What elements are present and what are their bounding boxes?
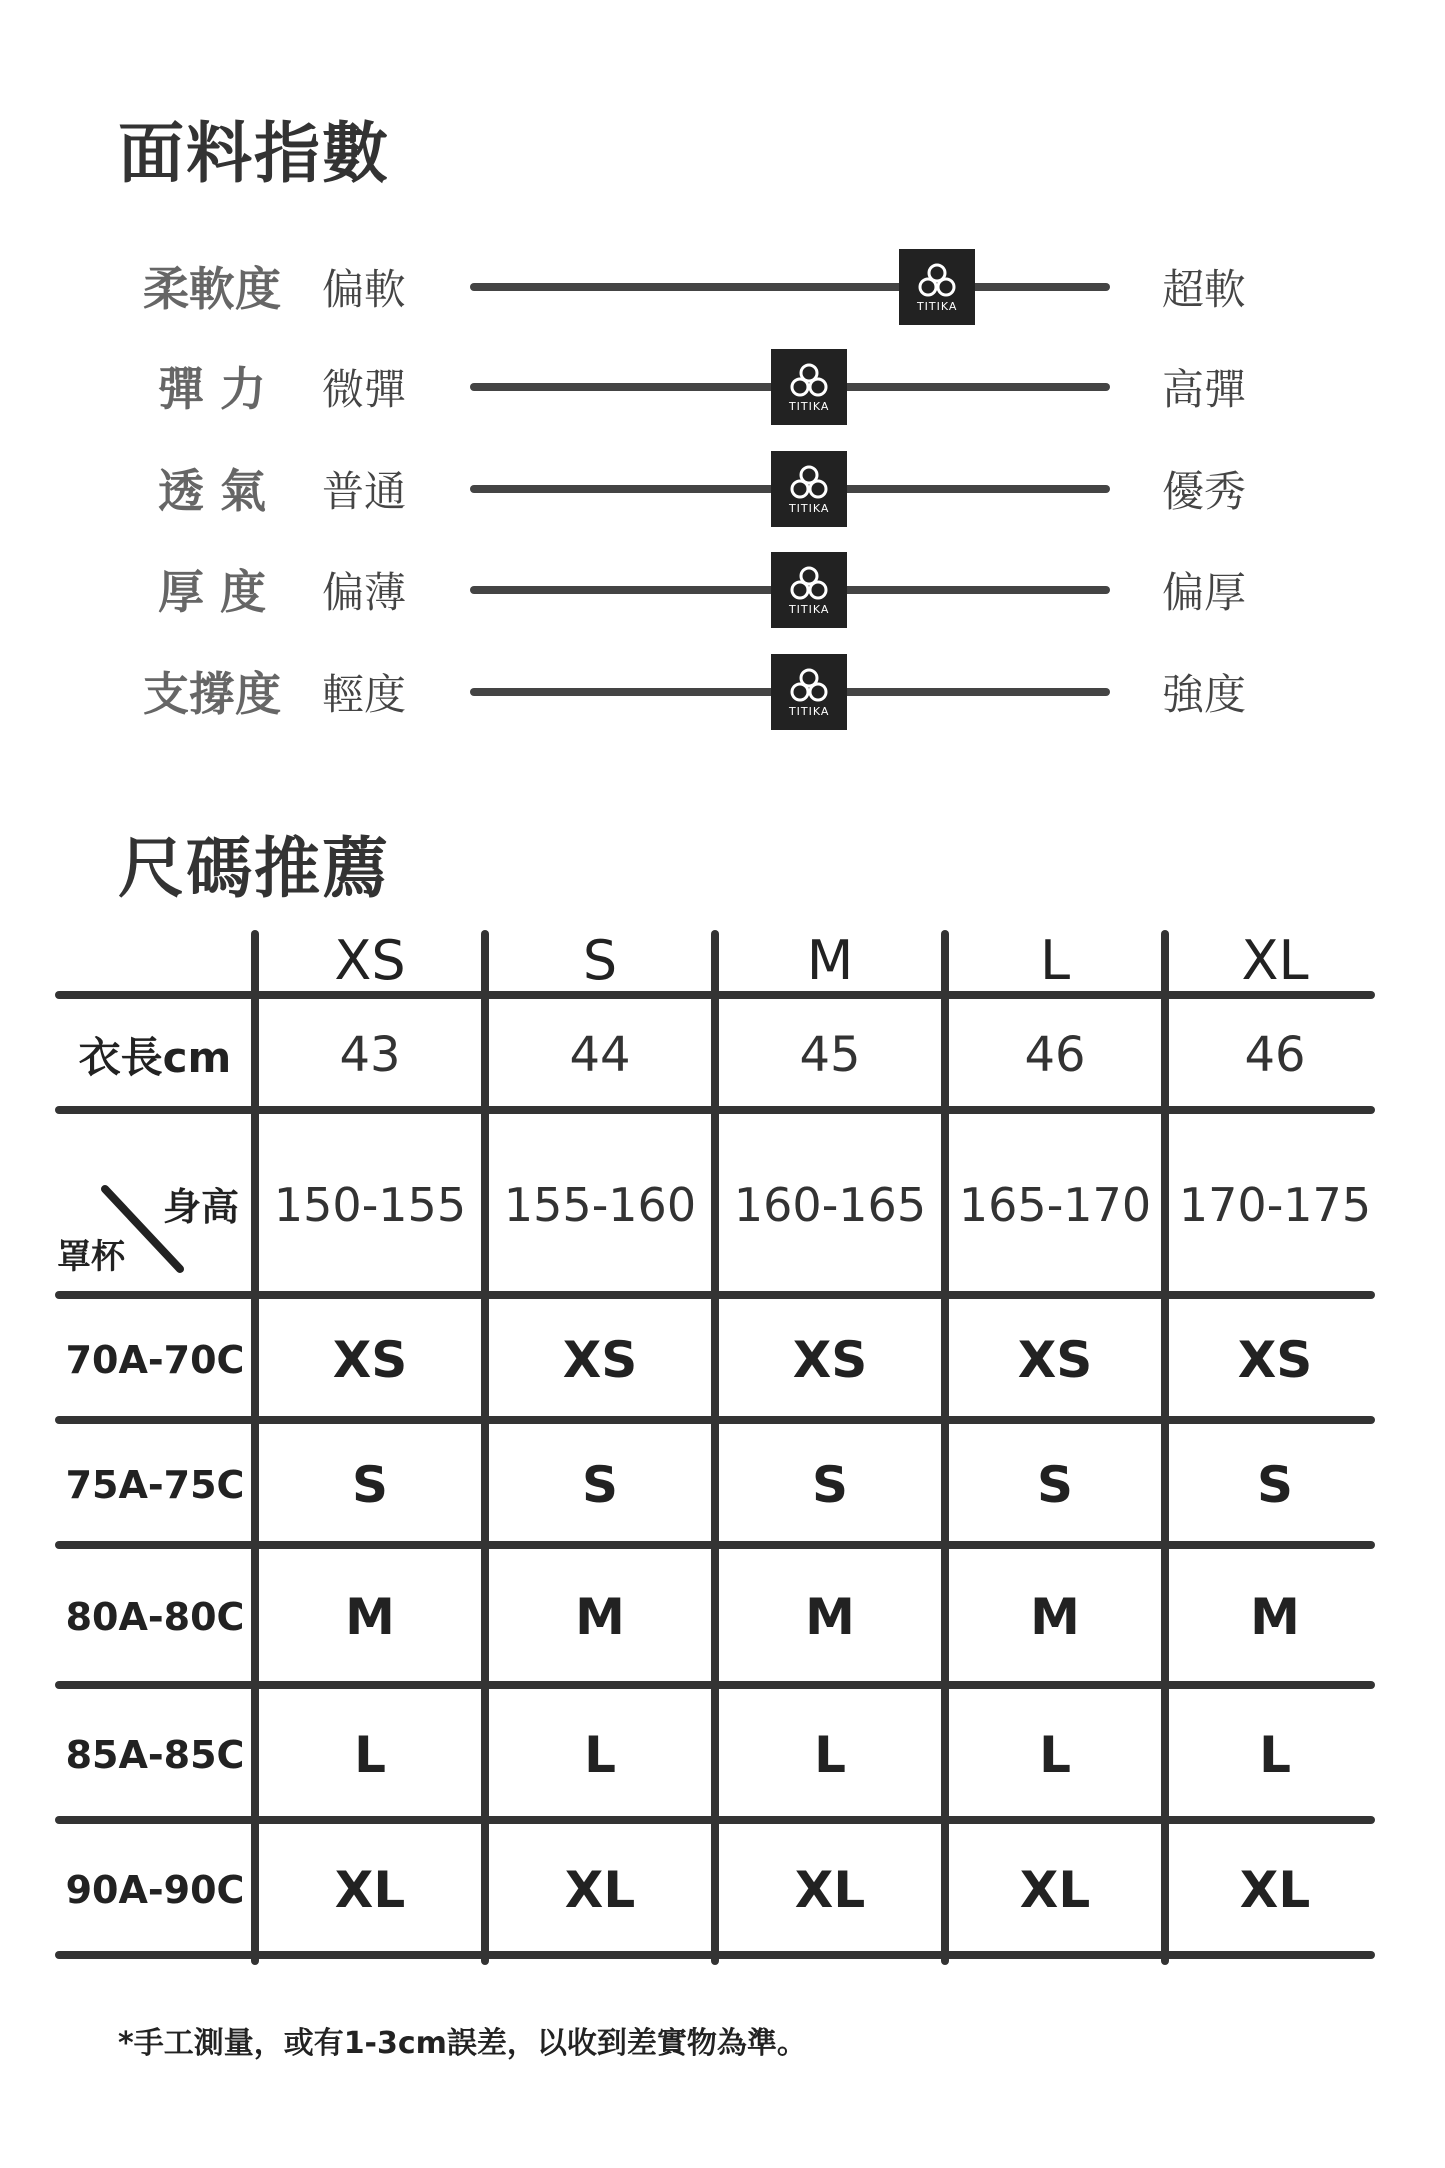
height-label: 身高: [163, 1185, 240, 1229]
row-label-cup: 90A-90C: [65, 1867, 245, 1912]
trefoil-logo-icon: [789, 565, 829, 601]
recommended-size: XL: [334, 1860, 406, 1919]
recommended-size: XS: [1017, 1330, 1093, 1389]
recommended-size: S: [811, 1455, 848, 1514]
column-header-size: XL: [1241, 928, 1309, 992]
row-label-cup: 75A-75C: [65, 1462, 245, 1507]
height-cup-corner: [55, 1114, 255, 1295]
fabric-row-min: 普通: [322, 467, 407, 516]
row-label-cup: 85A-85C: [65, 1732, 245, 1777]
recommended-size: M: [1030, 1588, 1080, 1646]
fabric-row-max: 高彈: [1162, 365, 1247, 414]
fabric-row-max: 優秀: [1162, 467, 1247, 516]
brand-text: TITIKA: [788, 704, 830, 718]
recommended-size: L: [814, 1725, 846, 1784]
recommended-size: XS: [332, 1330, 408, 1389]
fabric-row-label: 厚 度: [157, 565, 266, 619]
column-header-size: S: [582, 928, 618, 992]
trefoil-logo-icon: [789, 464, 829, 500]
recommended-size: M: [345, 1588, 395, 1646]
fabric-row-marker: [771, 552, 847, 628]
length-value: 43: [339, 1026, 401, 1083]
recommended-size: S: [581, 1455, 618, 1514]
fabric-row-marker: [771, 654, 847, 730]
fabric-row-track: [470, 283, 1110, 291]
height-range: 165-170: [958, 1177, 1152, 1232]
trefoil-logo-icon: [917, 262, 957, 298]
recommended-size: L: [1259, 1725, 1291, 1784]
row-label-cup: 70A-70C: [65, 1337, 245, 1382]
recommended-size: M: [575, 1588, 625, 1646]
height-range: 160-165: [733, 1177, 927, 1232]
fabric-row-label: 支撐度: [143, 667, 281, 721]
fabric-row-max: 強度: [1162, 670, 1247, 719]
length-value: 46: [1024, 1026, 1086, 1083]
recommended-size: XS: [1237, 1330, 1313, 1389]
brand-text: TITIKA: [788, 501, 830, 515]
recommended-size: M: [805, 1588, 855, 1646]
recommended-size: XL: [1239, 1860, 1311, 1919]
height-range: 155-160: [503, 1177, 697, 1232]
trefoil-logo-icon: [789, 667, 829, 703]
size-title: 尺碼推薦: [118, 830, 390, 907]
fabric-row-marker: [899, 249, 975, 325]
recommended-size: M: [1250, 1588, 1300, 1646]
fabric-row-marker: [771, 349, 847, 425]
height-range: 170-175: [1178, 1177, 1372, 1232]
fabric-row-marker: [771, 451, 847, 527]
brand-text: TITIKA: [916, 299, 958, 313]
fabric-title: 面料指數: [118, 115, 390, 192]
recommended-size: L: [354, 1725, 386, 1784]
recommended-size: S: [351, 1455, 388, 1514]
fabric-row-min: 微彈: [322, 365, 407, 414]
recommended-size: XL: [794, 1860, 866, 1919]
recommended-size: S: [1256, 1455, 1293, 1514]
length-value: 44: [569, 1026, 631, 1083]
fabric-row-min: 偏軟: [322, 265, 407, 314]
brand-text: TITIKA: [788, 602, 830, 616]
trefoil-logo-icon: [789, 362, 829, 398]
fabric-row-min: 偏薄: [322, 568, 407, 617]
column-header-size: L: [1039, 928, 1071, 992]
recommended-size: L: [1039, 1725, 1071, 1784]
row-label-length: 衣長cm: [78, 1032, 232, 1082]
height-range: 150-155: [273, 1177, 467, 1232]
column-header-size: XS: [334, 928, 406, 992]
recommended-size: S: [1036, 1455, 1073, 1514]
fabric-row-label: 彈 力: [157, 362, 266, 416]
row-label-cup: 80A-80C: [65, 1595, 245, 1639]
column-header-size: M: [806, 928, 854, 992]
fabric-row-max: 超軟: [1162, 265, 1247, 314]
fabric-row-max: 偏厚: [1162, 568, 1247, 617]
fabric-row-min: 輕度: [322, 670, 407, 719]
fabric-row-label: 柔軟度: [143, 262, 281, 316]
cup-label: 罩杯: [57, 1237, 125, 1277]
recommended-size: XS: [792, 1330, 868, 1389]
length-value: 45: [799, 1026, 861, 1083]
recommended-size: L: [584, 1725, 616, 1784]
recommended-size: XS: [562, 1330, 638, 1389]
brand-text: TITIKA: [788, 399, 830, 413]
footnote: *手工測量，或有1-3cm誤差，以收到差實物為準。: [118, 2026, 807, 2061]
length-value: 46: [1244, 1026, 1306, 1083]
recommended-size: XL: [1019, 1860, 1091, 1919]
fabric-row-label: 透 氣: [157, 464, 266, 518]
recommended-size: XL: [564, 1860, 636, 1919]
